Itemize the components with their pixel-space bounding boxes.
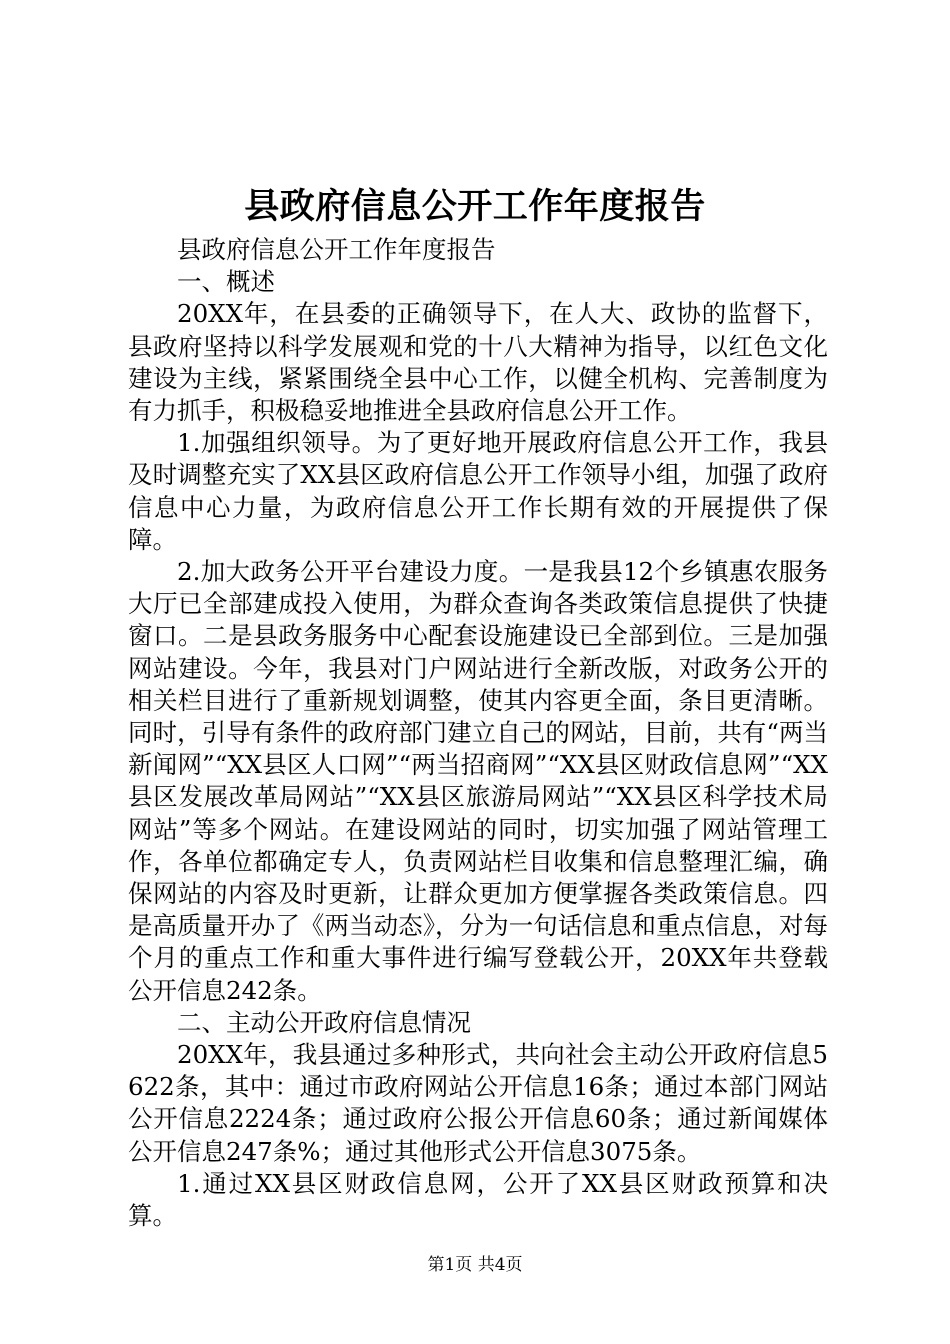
section-heading: 二、主动公开政府信息情况 [177,1007,471,1037]
page-footer: 第1页 共4页 [427,1255,523,1275]
body-paragraph: 县政府信息公开工作年度报告 [177,235,496,264]
body-paragraph: 1.通过XX县区财政信息网，公开了XX县区财政预算和决算。 [128,1168,828,1231]
body-paragraph: 20XX年，我县通过多种形式，共向社会主动公开政府信息5622条，其中：通过市政府网站公开信息16条；通过本部门网站公开信息2224条；通过政府公报公开信息60条；通过新闻媒体公开信息247条%；通过其他形式公开信息3075条。 [128,1040,828,1166]
body-paragraph: 2.加大政务公开平台建设力度。一是我县12个乡镇惠农服务大厅已全部建成投入使用，为群众查询各类政策信息提供了快捷窗口。二是县政务服务中心配套设施建设已全部到位。三是加强网站建设。今年，我县对门户网站进行全新改版，对政务公开的相关栏目进行了重新规划调整，使其内容更全面，条目更清晰。同时，引导有条件的政府部门建立自己的网站，目前，共有“两当新闻网”“XX县区人口网”“两当招商网”“XX县区财政信息网”“XX县区发展改革局网站”“XX县区旅游局网站”“XX县区科学技术局网站”等多个网站。在建设网站的同时，切实加强了网站管理工作，各单位都确定专人，负责网站栏目收集和信息整理汇编，确保网站的内容及时更新，让群众更加方便掌握各类政策信息。四是高质量开办了《两当动态》，分为一句话信息和重点信息，对每个月的重点工作和重大事件进行编写登载公开，20XX年共登载公开信息242条。 [128,557,828,1005]
document-title: 县政府信息公开工作年度报告 [244,186,706,227]
document-body [128,234,828,1232]
body-paragraph: 20XX年，在县委的正确领导下，在人大、政协的监督下，县政府坚持以科学发展观和党的十八大精神为指导，以红色文化建设为主线，紧紧围绕全县中心工作，以健全机构、完善制度为有力抓手，积极稳妥地推进全县政府信息公开工作。 [128,299,828,426]
section-heading: 一、概述 [177,267,275,297]
body-paragraph: 1.加强组织领导。为了更好地开展政府信息公开工作，我县及时调整充实了XX县区政府信息公开工作领导小组，加强了政府信息中心力量，为政府信息公开工作长期有效的开展提供了保障。 [128,428,828,554]
